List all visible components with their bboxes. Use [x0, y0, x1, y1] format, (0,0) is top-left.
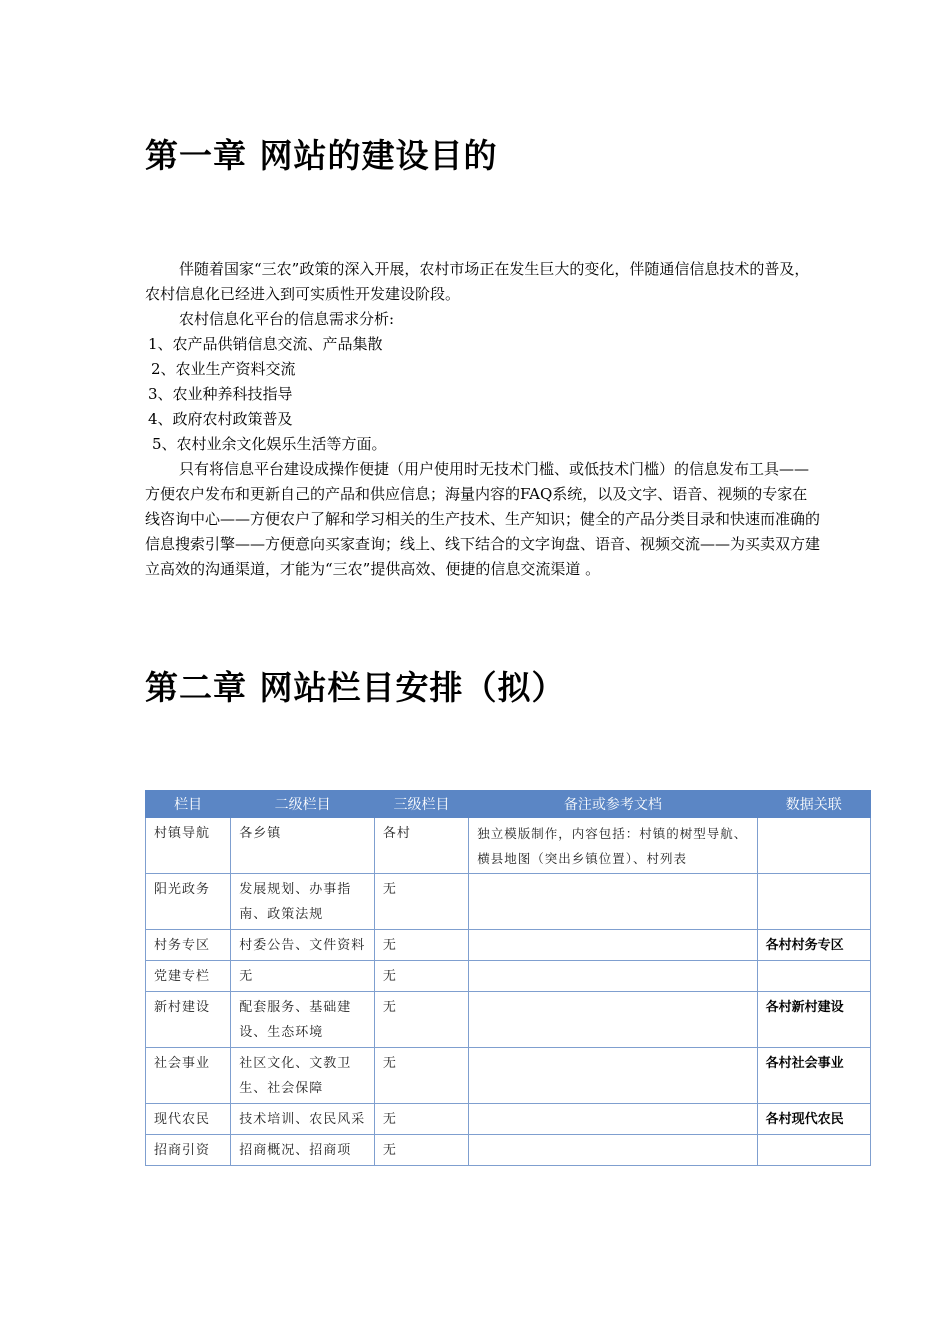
cell-data-relation [757, 874, 870, 930]
cell-notes [469, 961, 757, 992]
cell-data-relation [757, 1135, 870, 1166]
cell-data-relation: 各村社会事业 [757, 1048, 870, 1104]
cell-level2: 技术培训、农民风采 [231, 1104, 375, 1135]
cell-level3: 无 [374, 930, 468, 961]
header-notes: 备注或参考文档 [469, 791, 757, 818]
cell-level2: 村委公告、文件资料 [231, 930, 375, 961]
header-data-relation: 数据关联 [757, 791, 870, 818]
list-item: 1、农产品供销信息交流、产品集散 [148, 335, 383, 353]
cell-level3: 无 [374, 1135, 468, 1166]
cell-notes: 独立模版制作，内容包括：村镇的树型导航、横县地图（突出乡镇位置）、村列表 [469, 818, 757, 874]
cell-data-relation: 各村新村建设 [757, 992, 870, 1048]
table-row [146, 930, 871, 961]
cell-column: 现代农民 [146, 1104, 231, 1135]
cell-notes [469, 874, 757, 930]
table-row [146, 1048, 871, 1104]
table-header-row [146, 791, 871, 818]
cell-data-relation [757, 818, 870, 874]
table-row [146, 818, 871, 874]
intro-section [145, 257, 820, 582]
cell-notes [469, 1104, 757, 1135]
table-row [146, 961, 871, 992]
list-item: 4、政府农村政策普及 [148, 410, 293, 428]
cell-level3: 无 [374, 1048, 468, 1104]
header-level2: 二级栏目 [231, 791, 375, 818]
cell-level2: 社区文化、文教卫生、社会保障 [231, 1048, 375, 1104]
list-item: 3、农业种养科技指导 [148, 385, 293, 403]
list-item: 2、农业生产资料交流 [151, 360, 296, 378]
cell-notes [469, 1048, 757, 1104]
chapter-1-title: 第一章 网站的建设目的 [145, 136, 498, 175]
table-row [146, 1135, 871, 1166]
cell-data-relation: 各村现代农民 [757, 1104, 870, 1135]
cell-level2: 招商概况、招商项 [231, 1135, 375, 1166]
cell-level3: 无 [374, 961, 468, 992]
cell-level3: 各村 [374, 818, 468, 874]
cell-level3: 无 [374, 1104, 468, 1135]
cell-notes [469, 1135, 757, 1166]
cell-level2: 配套服务、基础建设、生态环境 [231, 992, 375, 1048]
cell-notes [469, 992, 757, 1048]
intro-paragraph-3: 只有将信息平台建设成操作便捷（用户使用时无技术门槛、或低技术门槛）的信息发布工具——方便农户发布和更新自己的产品和供应信息；海量内容的FAQ系统，以及文字、语音、视频的专家在线咨询中心——方便农户了解和学习相关的生产技术、生产知识；健全的产品分类目录和快速而准确的信息搜索引擎——方便意向买家查询；线上、线下结合的文字询盘、语音、视频交流——为买卖双方建立高效的沟通渠道，才能为“三农”提供高效、便捷的信息交流渠道 。 [145, 460, 821, 578]
cell-column: 村务专区 [146, 930, 231, 961]
cell-column: 党建专栏 [146, 961, 231, 992]
cell-data-relation [757, 961, 870, 992]
cell-column: 村镇导航 [146, 818, 231, 874]
cell-notes [469, 930, 757, 961]
header-level3: 三级栏目 [374, 791, 468, 818]
table-row [146, 874, 871, 930]
cell-level2: 各乡镇 [231, 818, 375, 874]
site-columns-table [145, 790, 871, 1166]
cell-level2: 发展规划、办事指南、政策法规 [231, 874, 375, 930]
cell-column: 阳光政务 [146, 874, 231, 930]
table-row [146, 1104, 871, 1135]
chapter-2-title: 第二章 网站栏目安排（拟） [145, 668, 566, 707]
cell-column: 招商引资 [146, 1135, 231, 1166]
header-column: 栏目 [146, 791, 231, 818]
cell-level3: 无 [374, 874, 468, 930]
table-row [146, 992, 871, 1048]
cell-level2: 无 [231, 961, 375, 992]
cell-data-relation: 各村村务专区 [757, 930, 870, 961]
list-item: 5、农村业余文化娱乐生活等方面。 [152, 435, 387, 453]
cell-column: 新村建设 [146, 992, 231, 1048]
cell-level3: 无 [374, 992, 468, 1048]
intro-paragraph-1: 伴随着国家“三农”政策的深入开展，农村市场正在发生巨大的变化，伴随通信信息技术的普及，农村信息化已经进入到可实质性开发建设阶段。 [145, 260, 810, 303]
intro-paragraph-2: 农村信息化平台的信息需求分析: [179, 310, 395, 328]
cell-column: 社会事业 [146, 1048, 231, 1104]
